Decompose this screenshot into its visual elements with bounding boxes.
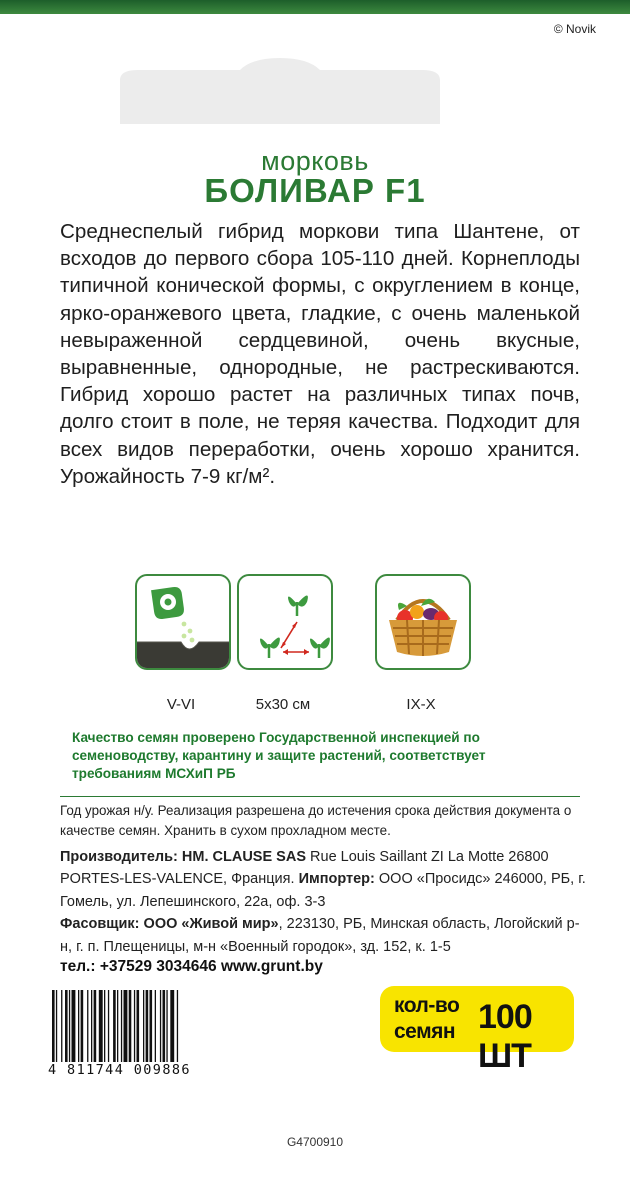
barcode-bar (160, 990, 161, 1062)
barcode-bar (150, 990, 153, 1062)
barcode-bar (99, 990, 103, 1062)
seed-count-number: 100 ШТ (478, 998, 532, 1075)
barcode-bar (121, 990, 122, 1062)
barcode-bar (78, 990, 79, 1062)
barcode-bar (65, 990, 68, 1062)
producer-info (60, 846, 590, 958)
crop-name: морковь (261, 146, 369, 176)
barcode-bar (137, 990, 140, 1062)
barcode-bar (61, 990, 62, 1062)
barcode-bar (52, 990, 55, 1062)
barcode-bar (155, 990, 156, 1062)
divider-line (60, 796, 580, 797)
barcode-bar (72, 990, 76, 1062)
seed-count-badge (380, 986, 574, 1075)
harvest-basket-icon (375, 574, 471, 670)
product-code: G4700910 (286, 1135, 344, 1149)
description: Среднеспелый гибрид моркови типа Шантене, от всходов до первого сбора 105-110 дней. Корнеплоды типичной конической формы, с округлением в конце, ярко-оранжевого цвета, гладкие, с очень маленькой невыраженной сердцевиной, очень вкусные, выравненные, однородные, не растрескиваются. Гибрид хорошо растет на различных типах почв, долго стоит в поле, не теряя качества. Подходит для всех видов переработки, очень хорошо хранится. Урожайность 7-9 кг/м². (60, 220, 580, 488)
barcode-number: 4 811744 009886 (48, 1062, 191, 1078)
barcode-bar (108, 990, 109, 1062)
barcode-bar (117, 990, 118, 1062)
hang-tab-shape (120, 58, 440, 128)
barcode-bar (113, 990, 116, 1062)
barcode-bar (166, 990, 167, 1062)
copyright: © Novik (553, 22, 596, 36)
barcode-bar (104, 990, 105, 1062)
sowing-seeds-icon (135, 574, 231, 670)
barcode-bar (69, 990, 70, 1062)
producer-address: Rue Louis Saillant ZI La Motte 26800 PORTES-LES-VALENCE, Франция. (60, 849, 549, 888)
importer-info: ООО «Просидс» 246000, РБ, г. Гомель, ул. Лепешинского, 22а, оф. 3-3 (60, 871, 586, 910)
barcode (48, 990, 254, 1062)
top-green-band (0, 0, 630, 14)
harvest-note: Год урожая н/у. Реализация разрешена до истечения срока действия документа о качестве семян. Хранить в сухом прохладном месте. (60, 803, 572, 838)
harvest-period-label: IX-X (406, 696, 436, 713)
barcode-bar (146, 990, 149, 1062)
seed-count-line2: семян (394, 1020, 456, 1043)
planting-scheme-icon (237, 574, 333, 670)
planting-scheme-label: 5х30 см (255, 696, 311, 713)
barcode-bar (143, 990, 144, 1062)
quality-note: Качество семян проверено Государственной инспекцией по семеноводству, карантину и защите растений, соответствует требованиям МСХиП РБ (72, 730, 486, 781)
producer-name: HM. CLAUSE SAS (181, 849, 306, 865)
barcode-bar (81, 990, 84, 1062)
growing-icons (135, 574, 477, 716)
barcode-bar (124, 990, 128, 1062)
barcode-bar (170, 990, 174, 1062)
packer-address: , 223130, РБ, Минская область, Логойский р-н, г. п. Плещеницы, м-н «Военный городок», зд. 152, к. 1-5 (60, 916, 580, 955)
barcode-bar (56, 990, 57, 1062)
variety-name: БОЛИВАР F1 (204, 172, 426, 209)
seed-count-line1: кол-во (394, 994, 460, 1017)
producer-label: Производитель: (60, 849, 178, 865)
barcode-bar (134, 990, 135, 1062)
contact-line: тел.: +37529 3034646 www.grunt.by (60, 958, 323, 975)
barcode-bar (87, 990, 88, 1062)
sowing-period-label: V-VI (166, 696, 196, 713)
barcode-bar (163, 990, 166, 1062)
barcode-bar (91, 990, 92, 1062)
barcode-bar (177, 990, 178, 1062)
importer-label: Импортер: (298, 871, 375, 888)
packer-label: Фасовщик: (60, 916, 140, 933)
barcode-bar (94, 990, 97, 1062)
packer-name: ООО «Живой мир» (143, 916, 279, 933)
barcode-bar (129, 990, 132, 1062)
